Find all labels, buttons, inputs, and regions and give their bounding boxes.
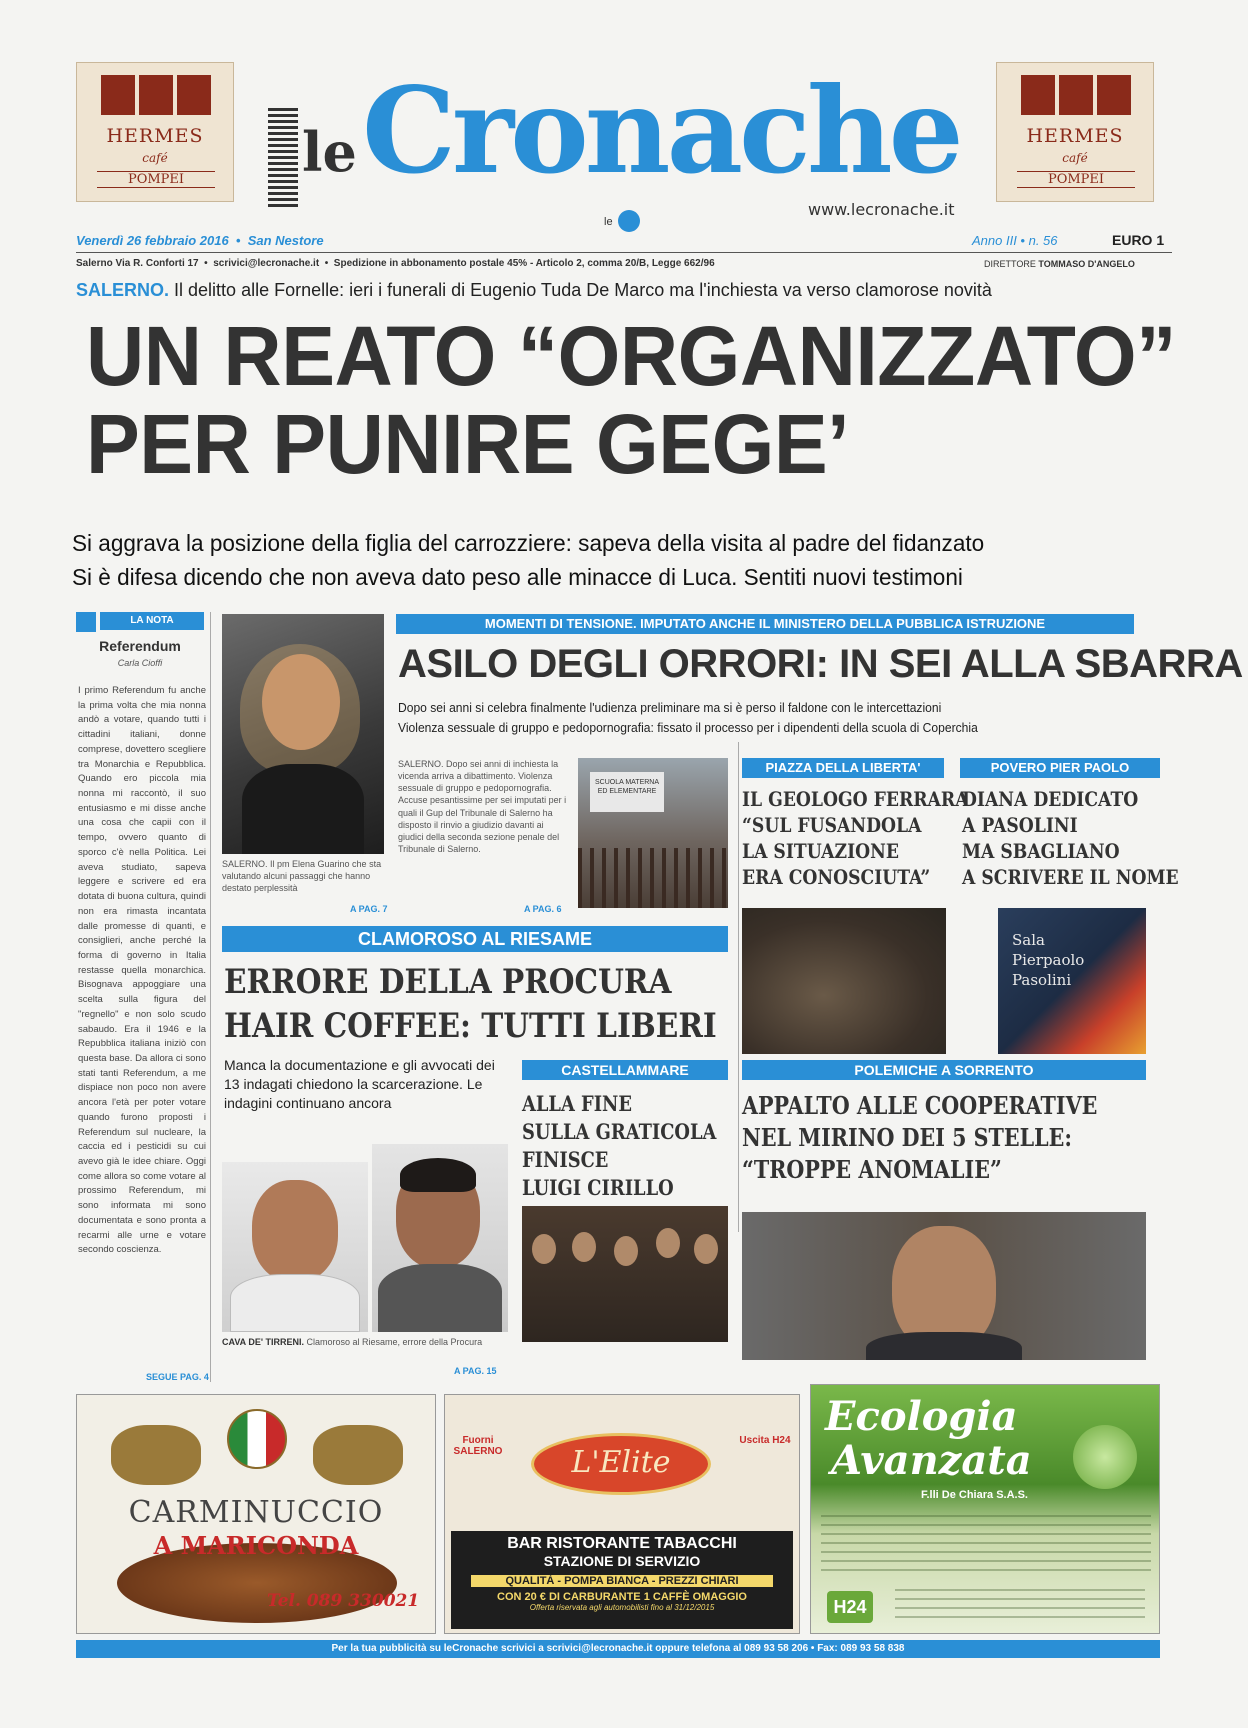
piazza-headline (742, 786, 969, 890)
lead-headline-2: PER PUNIRE GEGE’ (86, 397, 850, 491)
ecologia-sub: F.lli De Chiara S.A.S. (921, 1489, 1028, 1501)
riesame-caption-text: Clamoroso al Riesame, errore della Procura (306, 1337, 483, 1347)
barcode-icon (268, 108, 298, 208)
riesame-bar: CLAMOROSO AL RIESAME (222, 926, 728, 952)
carminuccio-name: CARMINUCCIO (128, 1495, 384, 1530)
castellammare-line-4: LUIGI CIRILLO (522, 1175, 674, 1200)
sorrento-line-3: “TROPPE ANOMALIE” (742, 1155, 1002, 1184)
asilo-sub-2: Violenza sessuale di gruppo e pedopornografia: fissato il processo per i dipendenti della scuola di Coperchia (398, 720, 978, 735)
elite-line-2: STAZIONE DI SERVIZIO (543, 1553, 701, 1569)
lead-kicker-line (76, 280, 992, 301)
lion-icon (111, 1425, 201, 1485)
date-line: Venerdì 26 febbraio 2016 • San Nestore (76, 233, 324, 248)
lead-sub-2: Si è difesa dicendo che non aveva dato peso alle minacce di Luca. Sentiti nuovi testimoni (72, 564, 963, 590)
sorrento-line-1: APPALTO ALLE COOPERATIVE (742, 1091, 1098, 1120)
pasolini-sign: Sala Pierpaolo Pasolini (1012, 931, 1085, 989)
sorrento-line-2: NEL MIRINO DEI 5 STELLE: (742, 1123, 1073, 1152)
politician-photo (742, 1212, 1146, 1360)
ecologia-services (821, 1515, 1151, 1575)
asilo-sub-1: Dopo sei anni si celebra finalmente l'udienza preliminare ma si è perso il faldone con le intercettazioni (398, 700, 942, 715)
logo-globe-icon (618, 210, 640, 232)
pasolini-line-3: MA SBAGLIANO (962, 839, 1120, 863)
ecologia-ad[interactable] (810, 1384, 1160, 1634)
sorrento-bar: POLEMICHE A SORRENTO (742, 1060, 1146, 1080)
pasolini-line-2: A PASOLINI (962, 813, 1078, 837)
masthead-website: www.lecronache.it (808, 200, 955, 219)
asilo-body: SALERNO. Dopo sei anni di inchiesta la vicenda arriva a dibattimento. Violenza sessuale di gruppo e pedopornografia. Accuse pesantissime per sei imputati per i quali il Gup del Tribunale di Salerno ha disposto il rinvio a giudizio davanti ai giudici della seconda sezione penale del Tribunale di Salerno. (398, 759, 567, 854)
school-sign: SCUOLA MATERNA ED ELEMENTARE (590, 772, 664, 812)
lion-icon (313, 1425, 403, 1485)
riesame-page: A PAG. 15 (454, 1366, 497, 1376)
elite-line-1: BAR RISTORANTE TABACCHI (507, 1535, 737, 1552)
school-photo (578, 758, 728, 908)
suspect-photo-1 (222, 1162, 368, 1332)
castellammare-line-2: SULLA GRATICOLA (522, 1119, 717, 1144)
masthead-logo-mark: le (604, 216, 613, 228)
piazza-line-2: “SUL FUSANDOLA (742, 813, 922, 837)
saint: San Nestore (247, 233, 324, 248)
sorrento-headline (742, 1090, 1097, 1186)
pasolini-bar: POVERO PIER PAOLO (960, 758, 1160, 778)
ecologia-contacts (895, 1589, 1145, 1625)
elite-line-4: CON 20 € DI CARBURANTE 1 CAFFÈ OMAGGIO (497, 1591, 747, 1603)
riesame-body: Manca la documentazione e gli avvocati dei 13 indagati chiedono la scarcerazione. Le indagini continuano ancora (224, 1057, 495, 1111)
ecologia-badge: H24 (827, 1591, 873, 1623)
masthead-title: Cronache (362, 61, 960, 200)
aerial-photo (742, 908, 946, 1054)
masthead-le: le (302, 120, 357, 184)
woman-photo-caption: SALERNO. Il pm Elena Guarino che sta valutando alcuni passaggi che hanno destato perplessità (222, 859, 382, 894)
date: Venerdì 26 febbraio 2016 (76, 233, 229, 248)
riesame-headline-1: ERRORE DELLA PROCURA (224, 962, 672, 1002)
riesame-caption (222, 1336, 508, 1348)
price: EURO 1 (1112, 232, 1165, 248)
column-divider (738, 742, 739, 1232)
elite-panel (451, 1531, 793, 1629)
piazza-line-4: ERA CONOSCIUTA” (742, 865, 931, 889)
woman-photo-page: A PAG. 7 (350, 904, 388, 914)
hermes-ad-right (996, 62, 1154, 202)
asilo-bar: MOMENTI DI TENSIONE. IMPUTATO ANCHE IL MINISTERO DELLA PUBBLICA ISTRUZIONE (396, 614, 1134, 634)
address: Salerno Via R. Conforti 17 (76, 258, 199, 269)
council-photo (522, 1206, 728, 1342)
castellammare-bar: CASTELLAMMARE (522, 1060, 728, 1080)
nota-label: LA NOTA (100, 612, 204, 630)
asilo-headline: ASILO DEGLI ORRORI: IN SEI ALLA SBARRA (398, 642, 1243, 686)
lead-kicker: SALERNO. (76, 280, 170, 300)
riesame-headline (224, 960, 717, 1048)
elite-left: Fuorni SALERNO (453, 1435, 503, 1457)
elite-brand: L'Elite (571, 1445, 671, 1480)
nota-title: Referendum (99, 638, 181, 654)
pasolini-line-1: DIANA DEDICATO (962, 787, 1139, 811)
elite-line-5: Offerta riservata agli automobilisti fino al 31/12/2015 (529, 1603, 715, 1612)
nota-continue: SEGUE PAG. 4 (146, 1372, 209, 1382)
ecologia-title-2: Avanzata (831, 1437, 1032, 1484)
ecologia-title-1: Ecologia (825, 1393, 1018, 1440)
director-label: DIRETTORE (984, 259, 1036, 269)
hermes-name: HERMES (106, 125, 204, 147)
column-divider (210, 612, 211, 1382)
ad-footer: Per la tua pubblicità su leCronache scrivici a scrivici@lecronache.it oppure telefona al 089 93 58 206 • Fax: 089 93 58 838 (76, 1640, 1160, 1658)
nota-body: I primo Referendum fu anche la prima volta che mia nonna andò a votare, quando tutti i cittadini italiani, donne comprese, dovettero scegliere tra Monarchia e Repubblica. Quando ero piccola mia nonna mi raccontò, il suo entusiasmo e mi disse anche una cosa che capii con il tempo, ovvero quanto di sporco c'è nella Politica. Lei aveva studiato, sapeva leggere e scrivere ed era dotata di buona cultura, quindi non era rimasta incantata dalle promesse di quanti, e consiglieri, anche perché la forma di governo in Italia restasse quella monarchica. Bisognava appoggiare una scelta sulla figura del "regnello" e non solo scudo sabaudo. Era il 1946 e la Repubblica italiana iniziò con questa base. Da allora ci sono stati tanti Referendum, a me dispiace non poco non avere ancora l'età per poter votare quando furono proposti i Referendum sul nucleare, la caccia ed i pesticidi su cui avevo già le idee chiare. Oggi come allora so come votare al prossimo Referendum, mi sono informata mi sono documentata e sono pronta a recarmi alle urne e votare secondo coscienza. (78, 685, 206, 1256)
woman-photo (222, 614, 384, 854)
elite-ad[interactable] (444, 1394, 800, 1634)
hermes-sub: café (1062, 151, 1088, 165)
elite-line-3: QUALITÀ - POMPA BIANCA - PREZZI CHIARI (471, 1575, 773, 1587)
carminuccio-place: A MARICONDA (153, 1531, 359, 1560)
castellammare-headline (522, 1090, 716, 1202)
suspect-photo-2 (372, 1144, 508, 1332)
hermes-place: POMPEI (1017, 171, 1135, 188)
postal-info: Spedizione in abbonamento postale 45% - Articolo 2, comma 20/B, Legge 662/96 (333, 258, 715, 269)
asilo-page: A PAG. 6 (524, 904, 562, 914)
hermes-sub: café (142, 151, 168, 165)
riesame-headline-2: HAIR COFFEE: TUTTI LIBERI (224, 1006, 717, 1046)
castellammare-line-3: FINISCE (522, 1147, 609, 1172)
piazza-line-3: LA SITUAZIONE (742, 839, 899, 863)
info-line: Salerno Via R. Conforti 17 • scrivici@lecronache.it • Spedizione in abbonamento postale 45% - Articolo 2, comma 20/B, Legge 662/96 (76, 258, 715, 269)
pasolini-headline (962, 786, 1179, 890)
nota-author: Carla Cioffi (117, 658, 163, 668)
divider (76, 252, 1172, 253)
nota-icon (76, 612, 96, 632)
director-name: TOMMASO D'ANGELO (1038, 259, 1135, 269)
piazza-bar: PIAZZA DELLA LIBERTA' (742, 758, 944, 778)
piazza-line-1: IL GEOLOGO FERRARA (742, 787, 969, 811)
director-line (984, 259, 1135, 269)
riesame-caption-place: CAVA DE' TIRRENI. (222, 1337, 304, 1347)
lead-sub-1: Si aggrava la posizione della figlia del carrozziere: sapeva della visita al padre del fidanzato (72, 530, 985, 556)
lead-kicker-text: Il delitto alle Fornelle: ieri i funerali di Eugenio Tuda De Marco ma l'inchiesta va verso clamorose novità (174, 280, 992, 300)
elite-right: Uscita H24 (739, 1435, 791, 1446)
italian-flag-icon (227, 1409, 287, 1469)
hermes-place: POMPEI (97, 171, 215, 188)
apple-icon (1073, 1425, 1137, 1489)
lead-headline-1: UN REATO “ORGANIZZATO” (86, 309, 1177, 403)
castellammare-line-1: ALLA FINE (522, 1091, 632, 1116)
issue: Anno III • n. 56 (972, 233, 1058, 248)
hermes-ad-left (76, 62, 234, 202)
pasolini-line-4: A SCRIVERE IL NOME (962, 865, 1179, 889)
carminuccio-ad[interactable] (76, 1394, 436, 1634)
carminuccio-phone: Tel. 089 330021 (267, 1591, 420, 1611)
email[interactable]: scrivici@lecronache.it (213, 258, 320, 269)
hermes-name: HERMES (1026, 125, 1124, 147)
pasolini-photo (998, 908, 1146, 1054)
